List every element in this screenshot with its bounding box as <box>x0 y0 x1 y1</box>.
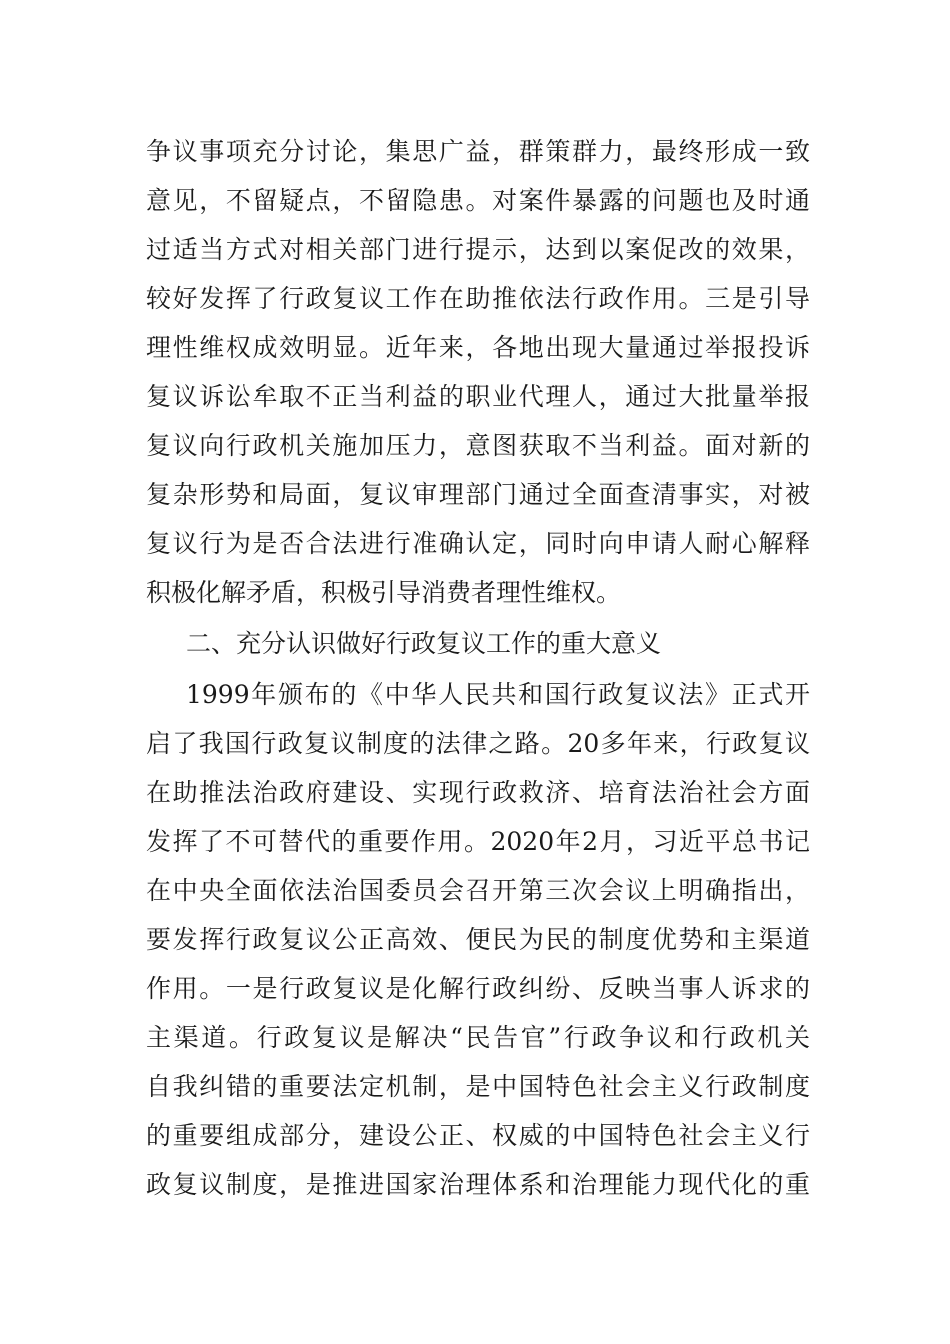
text-line: 较好发挥了行政复议工作在助推依法行政作用。三是引导 <box>146 284 810 313</box>
text-line: 作用。一是行政复议是化解行政纠纷、反映当事人诉求的 <box>146 974 810 1003</box>
text-line: 过适当方式对相关部门进行提示，达到以案促改的效果， <box>146 235 810 264</box>
text-line: 的重要组成部分，建设公正、权威的中国特色社会主义行 <box>146 1121 810 1150</box>
text-line: 启了我国行政复议制度的法律之路。20多年来，行政复议 <box>146 729 810 758</box>
text-line: 争议事项充分讨论，集思广益，群策群力，最终形成一致 <box>146 137 810 166</box>
text-line: 复杂形势和局面，复议审理部门通过全面查清事实，对被 <box>146 480 810 509</box>
text-line: 在中央全面依法治国委员会召开第三次会议上明确指出， <box>146 876 810 905</box>
text-line: 在助推法治政府建设、实现行政救济、培育法治社会方面 <box>146 778 810 807</box>
text-line: 发挥了不可替代的重要作用。2020年2月，习近平总书记 <box>146 827 810 856</box>
text-line: 复议诉讼牟取不正当利益的职业代理人，通过大批量举报 <box>146 382 810 411</box>
text-line: 政复议制度，是推进国家治理体系和治理能力现代化的重 <box>146 1170 810 1199</box>
text-line: 1999年颁布的《中华人民共和国行政复议法》正式开 <box>186 680 810 709</box>
text-line: 复议行为是否合法进行准确认定，同时向申请人耐心解释 <box>146 529 810 558</box>
text-line: 要发挥行政复议公正高效、便民为民的制度优势和主渠道 <box>146 925 810 954</box>
text-line: 意见，不留疑点，不留隐患。对案件暴露的问题也及时通 <box>146 186 810 215</box>
text-line: 自我纠错的重要法定机制，是中国特色社会主义行政制度 <box>146 1072 810 1101</box>
text-line: 复议向行政机关施加压力，意图获取不当利益。面对新的 <box>146 431 810 460</box>
text-line: 理性维权成效明显。近年来，各地出现大量通过举报投诉 <box>146 333 810 362</box>
section-heading: 二、充分认识做好行政复议工作的重大意义 <box>186 629 662 658</box>
text-line: 主渠道。行政复议是解决“民告官”行政争议和行政机关 <box>146 1023 810 1052</box>
text-line: 积极化解矛盾，积极引导消费者理性维权。 <box>146 578 622 607</box>
